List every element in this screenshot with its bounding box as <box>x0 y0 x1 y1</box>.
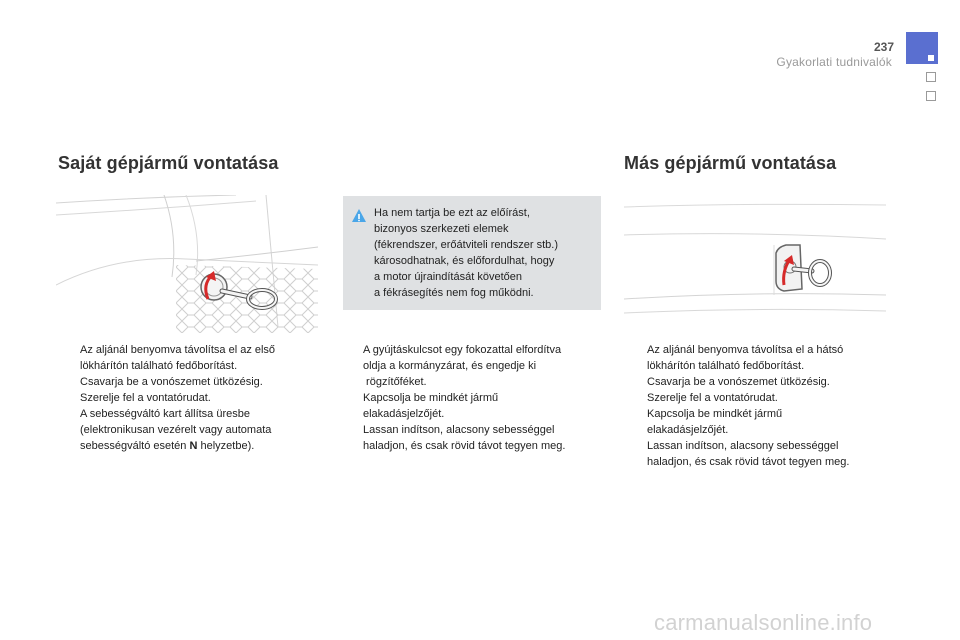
list-item: Kapcsolja be mindkét jármű elakadásjelzőjét. <box>647 408 783 436</box>
right-steps-list <box>625 342 895 470</box>
warning-text: Ha nem tartja be ezt az előírást, bizonyos szerkezeti elemek (fékrendszer, erőátviteli rendszer stb.) károsodhatnak, és előfordulhat, hogy a motor újraindítását követően a fékrásegítés nem fog működni. <box>374 207 559 299</box>
list-item: Kapcsolja be mindkét jármű elakadásjelzőjét. <box>363 392 499 420</box>
front-tow-eye-illustration <box>56 195 318 333</box>
list-item: Az aljánál benyomva távolítsa el a hátsó lökhárítón található fedőborítást. <box>647 344 844 372</box>
list-item: Csavarja be a vonószemet ütközésig. <box>647 376 830 388</box>
list-item: Szerelje fel a vontatórudat. <box>647 392 778 404</box>
list-item: A sebességváltó kart állítsa üresbe (elektronikusan vezérelt vagy automata sebességváltó esetén N helyzetbe). <box>80 408 272 452</box>
middle-steps-list <box>341 342 603 454</box>
list-item: Lassan indítson, alacsony sebességgel haladjon, és csak rövid távot tegyen meg. <box>647 440 850 468</box>
right-section-title: Más gépjármű vontatása <box>624 153 837 173</box>
rear-tow-eye-illustration <box>624 195 886 333</box>
watermark-text: carmanualsonline.info <box>654 610 873 635</box>
info-icon <box>351 208 367 224</box>
list-item: A gyújtáskulcsot egy fokozattal elfordítva oldja a kormányzárat, és engedje ki rögzítőféket. <box>363 344 562 388</box>
page-number: 237 <box>873 40 894 54</box>
warning-info-box <box>343 196 601 310</box>
chapter-tab-marker <box>928 55 934 61</box>
list-item: Csavarja be a vonószemet ütközésig. <box>80 376 263 388</box>
list-item: Az aljánál benyomva távolítsa el az első lökhárítón található fedőborítást. <box>80 344 276 372</box>
chapter-tab <box>926 72 936 82</box>
left-section-title: Saját gépjármű vontatása <box>58 153 279 173</box>
section-title: Gyakorlati tudnivalók <box>776 55 892 69</box>
list-item: Szerelje fel a vontatórudat. <box>80 392 211 404</box>
left-steps-list <box>58 342 320 454</box>
gear-neutral-letter: N <box>189 440 198 452</box>
list-item: Lassan indítson, alacsony sebességgel haladjon, és csak rövid távot tegyen meg. <box>363 424 566 452</box>
chapter-tab <box>926 91 936 101</box>
